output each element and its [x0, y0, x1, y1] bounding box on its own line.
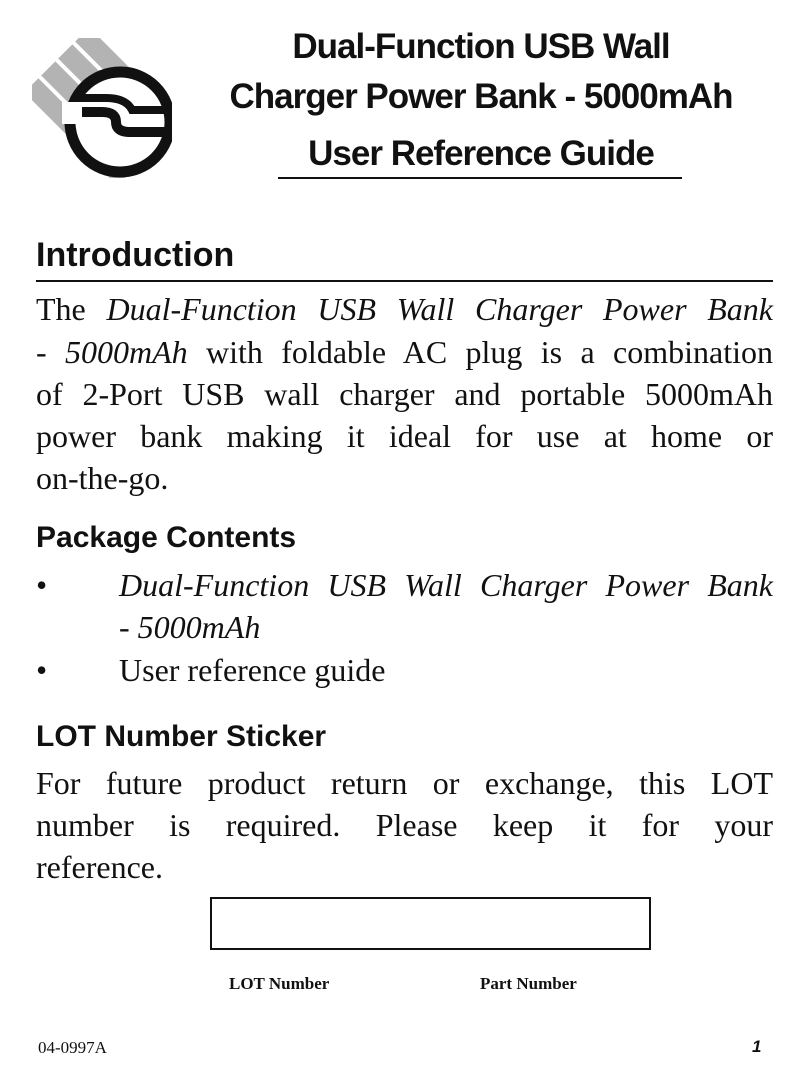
package-item-2: User reference guide [119, 652, 386, 688]
intro-line-2: - 5000mAh with foldable AC plug is a combination [36, 334, 774, 370]
part-number-label: Part Number [480, 974, 577, 993]
subtitle-underline [278, 177, 682, 179]
document-title-line2: Charger Power Bank - 5000mAh [229, 77, 733, 116]
lot-text-line-2: number is required. Please keep it for your [36, 807, 773, 843]
document-number: 04-0997A [38, 1038, 107, 1057]
intro-line-5: on-the-go. [36, 460, 169, 496]
introduction-rule [36, 280, 773, 282]
lot-number-sticker-box [210, 897, 651, 950]
package-item-1-line2: - 5000mAh [119, 609, 261, 645]
intro-line-1: The Dual-Function USB Wall Charger Power Bank [36, 291, 774, 327]
page-number: 1 [752, 1037, 762, 1056]
document-title-line1: Dual-Function USB Wall [292, 27, 670, 66]
siig-logo-icon [32, 38, 172, 178]
intro-line-4: power bank making it ideal for use at home or [36, 418, 773, 454]
bullet-icon: • [36, 652, 48, 688]
lot-sticker-heading: LOT Number Sticker [36, 720, 327, 753]
bullet-icon: • [36, 567, 48, 603]
package-item-1-line1: Dual-Function USB Wall Charger Power Bank [119, 567, 773, 603]
introduction-heading: Introduction [36, 236, 235, 274]
lot-number-label: LOT Number [229, 974, 330, 993]
intro-line-3: of 2-Port USB wall charger and portable 5000mAh [36, 376, 773, 412]
lot-text-line-1: For future product return or exchange, this LOT [36, 765, 773, 801]
document-subtitle: User Reference Guide [308, 134, 654, 173]
lot-text-line-3: reference. [36, 849, 163, 885]
package-contents-heading: Package Contents [36, 521, 297, 554]
